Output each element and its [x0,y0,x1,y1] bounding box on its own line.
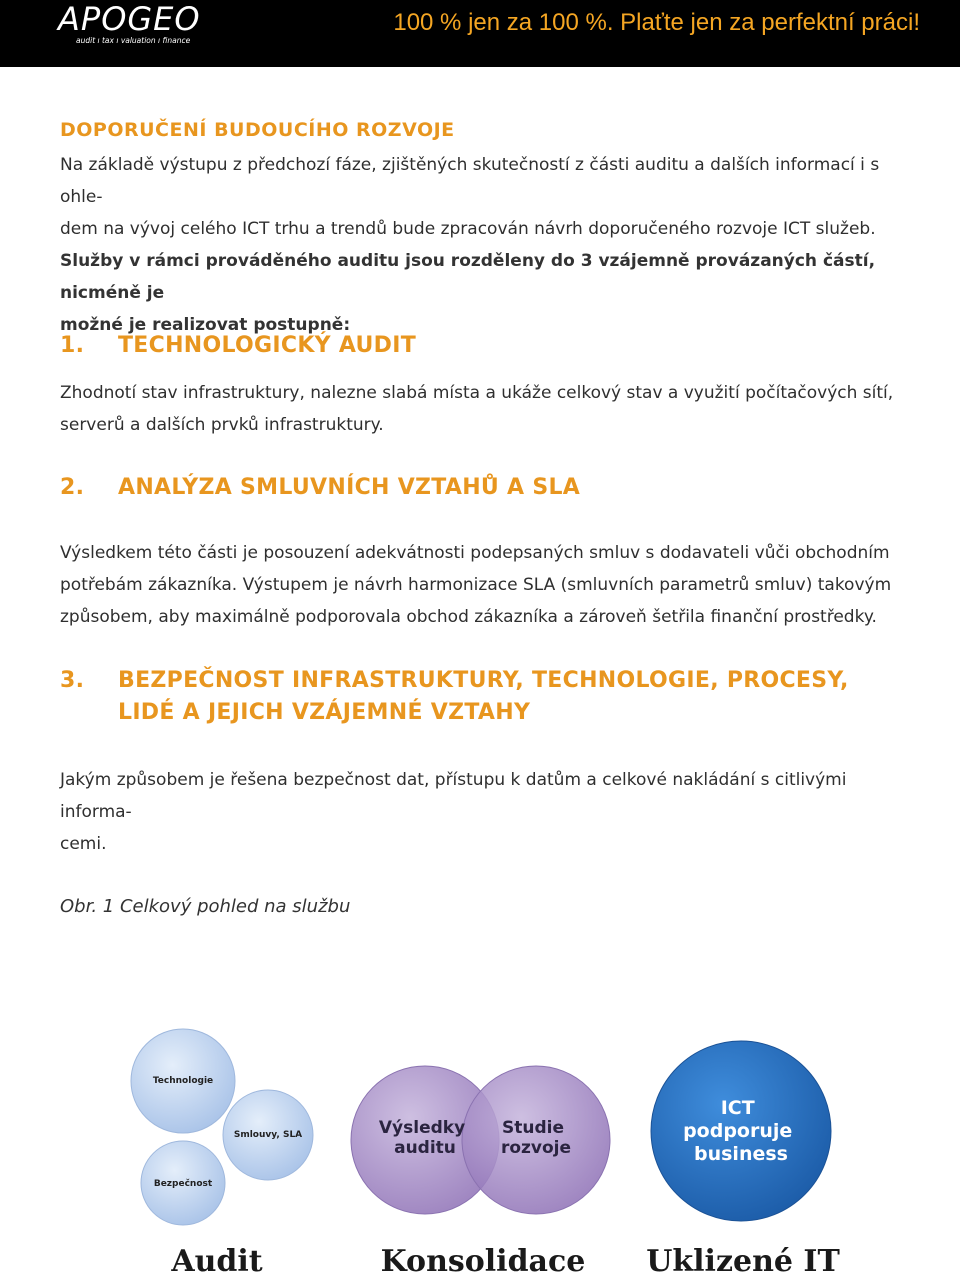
consolidation-label-study-line: Studie [502,1118,565,1138]
it-circle-line: ICT [720,1097,755,1119]
security-text [60,764,910,860]
technological-audit-text [60,377,910,441]
intro-line: dem na vývoj celého ICT trhu a trendů bude zpracován návrh doporučeného rozvoje ICT služeb. [60,219,876,239]
heading-number: 2. [60,475,85,500]
service-overview-diagram [0,1015,960,1276]
heading-text: ANALÝZA SMLUVNÍCH VZTAHŮ A SLA [118,475,581,500]
it-circle-line: podporuje [683,1120,793,1142]
figure-caption: Obr. 1 Celkový pohled na službu [60,896,351,917]
services-intro-line: Služby v rámci prováděného auditu jsou rozděleny do 3 vzájemně provázaných částí, nicméně je [60,251,876,303]
heading-security-continued [60,697,530,729]
heading-text: TECHNOLOGICKÝ AUDIT [118,333,417,358]
heading-technological-audit [60,330,416,362]
header-slogan [393,9,920,37]
page-header [0,0,960,67]
services-intro-line: možné je realizovat postupně: [60,315,351,335]
diagram-label-audit: Audit [171,1244,263,1276]
consolidation-label-results-line: auditu [394,1138,456,1158]
intro-line: Na základě výstupu z předchozí fáze, zjištěných skutečností z části auditu a dalších informací i s ohle- [60,155,880,207]
diagram-svg [0,1015,960,1276]
consolidation-label-study-line: rozvoje [500,1138,572,1158]
diagram-label-clean-it: Uklizené IT [646,1244,840,1276]
heading-contract-analysis [60,472,580,504]
audit-label-bezpecnost: Bezpečnost [153,1179,213,1189]
heading-security [60,665,849,697]
intro-paragraph [60,149,910,245]
paragraph-line: serverů a dalších prvků infrastruktury. [60,415,384,435]
audit-label-technologie: Technologie [152,1076,214,1086]
paragraph-line: cemi. [60,834,107,854]
slogan-rest: Plaťte jen za perfektní práci! [620,9,920,36]
audit-label-smlouvy: Smlouvy, SLA [233,1130,303,1140]
paragraph-line: potřebám zákazníka. Výstupem je návrh harmonizace SLA (smluvních parametrů smluv) takovým [60,575,892,595]
paragraph-line: Zhodnotí stav infrastruktury, nalezne slabá místa a ukáže celkový stav a využití počítačových sítí, [60,383,894,403]
consolidation-label-results-line: Výsledky [378,1118,466,1138]
paragraph-line: způsobem, aby maximálně podporovala obchod zákazníka a zároveň šetřila finanční prostředky. [60,607,877,627]
consolidation-label-study [501,1118,571,1158]
services-intro [60,245,910,341]
paragraph-line: Jakým způsobem je řešena bezpečnost dat, přístupu k datům a celkové nakládání s citlivými informa- [60,770,847,822]
logo-tagline: audit ı tax ı valuation ı finance [76,36,191,45]
contract-analysis-text [60,537,910,633]
apogeo-logo [58,2,218,48]
it-circle-line: business [694,1143,788,1165]
heading-text: LIDÉ A JEJICH VZÁJEMNÉ VZTAHY [118,700,531,725]
slogan-highlight: 100 % jen za 100 %. [393,9,614,36]
heading-text: BEZPEČNOST INFRASTRUKTURY, TECHNOLOGIE, PROCESY, [118,668,849,693]
section-title: DOPORUČENÍ BUDOUCÍHO ROZVOJE [60,119,455,141]
heading-number: 3. [60,668,85,693]
paragraph-line: Výsledkem této části je posouzení adekvátnosti podepsaných smluv s dodavateli vůči obchodním [60,543,890,563]
diagram-label-consolidation: Konsolidace [380,1244,586,1276]
logo-text: APOGEO [58,0,201,38]
heading-number: 1. [60,333,85,358]
